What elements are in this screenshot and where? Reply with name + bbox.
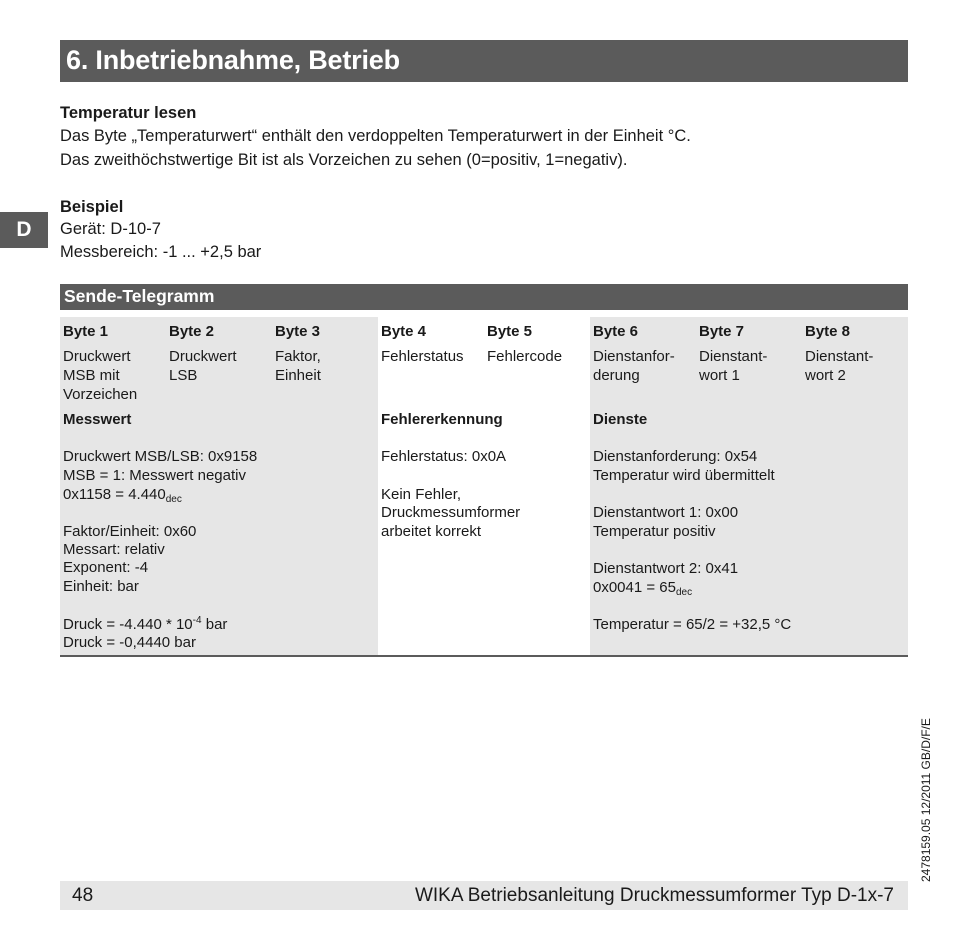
- messwert-heading: Messwert: [63, 411, 132, 428]
- table-bottom-rule: [60, 655, 908, 657]
- byte-3-desc: [275, 347, 321, 385]
- dienste-line: Dienstanforderung: 0x54: [593, 448, 758, 465]
- example-heading: Beispiel: [60, 198, 124, 216]
- byte-7-desc: [699, 347, 767, 385]
- byte-2-label: Byte 2: [169, 323, 215, 340]
- byte-1-desc-line: Druckwert: [63, 348, 131, 365]
- byte-7-label: Byte 7: [699, 323, 745, 340]
- dienste-line: Dienstantwort 1: 0x00: [593, 504, 739, 521]
- fehler-line: Druckmessumformer: [381, 504, 521, 521]
- byte-7-desc-line: Dienstant-: [699, 348, 768, 365]
- byte-6-desc-line: derung: [593, 367, 640, 384]
- druck-formula-unit: bar: [201, 616, 228, 633]
- byte-4-desc-line: Fehlerstatus: [381, 348, 464, 365]
- dienste-hex-main: 0x0041 = 65: [593, 579, 676, 596]
- telegram-title: Sende-Telegramm: [64, 286, 215, 306]
- fehler-line: Fehlerstatus: 0x0A: [381, 448, 507, 465]
- dienste-line: Temperatur positiv: [593, 523, 716, 540]
- byte-6-label: Byte 6: [593, 323, 639, 340]
- document-code: 2478159.05 12/2011 GB/D/F/E: [919, 718, 933, 882]
- example-range: Messbereich: -1 ... +2,5 bar: [60, 243, 262, 261]
- page-number: 48: [72, 885, 94, 906]
- byte-5-desc-line: Fehlercode: [487, 348, 563, 365]
- byte-2-desc-line: LSB: [169, 367, 198, 384]
- byte-2-desc-line: Druckwert: [169, 348, 237, 365]
- temp-heading: Temperatur lesen: [60, 104, 197, 122]
- byte-1-label: Byte 1: [63, 323, 109, 340]
- byte-7-desc-line: wort 1: [699, 367, 740, 384]
- document-title: WIKA Betriebsanleitung Druckmessumformer Typ D-1x-7: [414, 885, 894, 906]
- byte-1-desc-line: MSB mit: [63, 367, 120, 384]
- messwert-hex-sub: dec: [165, 494, 182, 505]
- messwert-line: Faktor/Einheit: 0x60: [63, 523, 197, 540]
- messwert-hex-value: [63, 485, 182, 504]
- example-device: Gerät: D-10-7: [60, 220, 161, 238]
- dienste-heading: Dienste: [593, 411, 648, 428]
- dienste-line: Dienstantwort 2: 0x41: [593, 560, 739, 577]
- messwert-line: MSB = 1: Messwert negativ: [63, 467, 246, 484]
- byte-3-desc-line: Einheit: [275, 367, 321, 384]
- druck-formula-pre: Druck = -4.440 * 10: [63, 616, 193, 633]
- dienste-line: Temperatur wird übermittelt: [593, 467, 775, 484]
- section-title: 6. Inbetriebnahme, Betrieb: [66, 45, 400, 75]
- byte-6-desc-line: Dienstanfor-: [593, 348, 675, 365]
- byte-8-desc: [805, 347, 873, 385]
- messwert-line: Messart: relativ: [63, 541, 165, 558]
- telegram-title-bar: [60, 284, 908, 310]
- section-title-bar: [60, 40, 908, 82]
- fehler-heading: Fehlererkennung: [381, 411, 503, 428]
- byte-8-label: Byte 8: [805, 323, 851, 340]
- messwert-hex-main: 0x1158 = 4.440: [63, 486, 166, 503]
- fehler-line: arbeitet korrekt: [381, 523, 482, 540]
- byte-5-desc: [487, 347, 562, 366]
- messwert-druck-formula: [63, 615, 227, 634]
- byte-5-label: Byte 5: [487, 323, 533, 340]
- telegram-table: [60, 317, 908, 655]
- messwert-line: Druckwert MSB/LSB: 0x9158: [63, 448, 258, 465]
- temp-line-1: Das Byte „Temperaturwert“ enthält den verdoppelten Temperaturwert in der Einheit °C.: [60, 127, 691, 145]
- druck-formula-exp: -4: [192, 615, 202, 626]
- dienste-hex-sub: dec: [676, 587, 693, 598]
- language-tab: D: [0, 212, 48, 248]
- dienste-line: Temperatur = 65/2 = +32,5 °C: [593, 616, 792, 633]
- byte-1-desc-line: Vorzeichen: [63, 386, 138, 403]
- byte-2-desc: [169, 347, 237, 385]
- fehler-line: Kein Fehler,: [381, 486, 462, 503]
- byte-3-desc-line: Faktor,: [275, 348, 321, 365]
- byte-4-desc: [381, 347, 464, 366]
- messwert-line: Exponent: -4: [63, 559, 149, 576]
- dienste-hex-value: [593, 578, 692, 597]
- messwert-line: Druck = -0,4440 bar: [63, 634, 196, 651]
- messwert-line: Einheit: bar: [63, 578, 139, 595]
- byte-3-label: Byte 3: [275, 323, 321, 340]
- byte-8-desc-line: Dienstant-: [805, 348, 874, 365]
- byte-6-desc: [593, 347, 675, 385]
- byte-1-desc: [63, 347, 137, 404]
- temp-line-2: Das zweithöchstwertige Bit ist als Vorzeichen zu sehen (0=positiv, 1=negativ).: [60, 151, 628, 169]
- byte-8-desc-line: wort 2: [805, 367, 846, 384]
- page-footer: [60, 881, 908, 910]
- byte-4-label: Byte 4: [381, 323, 427, 340]
